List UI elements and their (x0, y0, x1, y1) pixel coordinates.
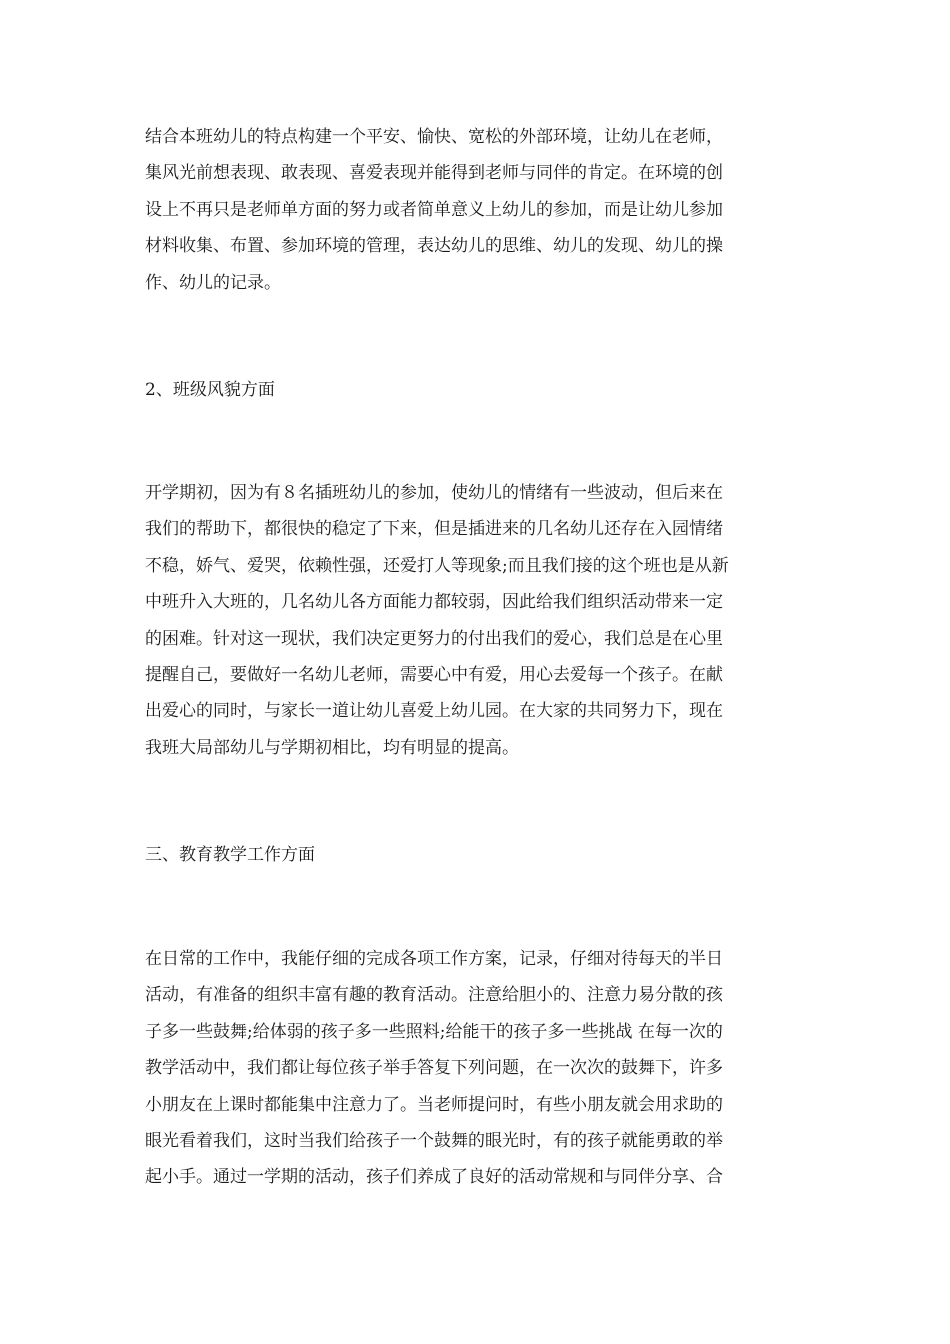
paragraph-teaching (145, 941, 805, 1196)
text-line: 我们的帮助下，都很快的稳定了下来，但是插进来的几名幼儿还存在入园情绪 (145, 519, 723, 540)
text-line: 眼光看着我们，这时当我们给孩子一个鼓舞的眼光时，有的孩子就能勇敢的举 (145, 1131, 723, 1152)
section-heading-teaching: 三、教育教学工作方面 (145, 845, 315, 865)
text-line: 中班升入大班的，几名幼儿各方面能力都较弱，因此给我们组织活动带来一定 (145, 592, 723, 613)
text-line: 的困难。针对这一现状，我们决定更努力的付出我们的爱心，我们总是在心里 (145, 628, 723, 649)
text-line: 设上不再只是老师单方面的努力或者简单意义上幼儿的参加，而是让幼儿参加 (145, 199, 723, 220)
text-line: 集风光前想表现、敢表现、喜爱表现并能得到老师与同伴的肯定。在环境的创 (145, 163, 723, 184)
text-line: 子多一些鼓舞;给体弱的孩子多一些照料;给能干的孩子多一些挑战 在每一次的 (145, 1021, 723, 1042)
text-line: 提醒自己，要做好一名幼儿老师，需要心中有爱，用心去爱每一个孩子。在献 (145, 665, 723, 686)
text-line: 材料收集、布置、参加环境的管理，表达幼儿的思维、幼儿的发现、幼儿的操 (145, 236, 723, 257)
text-line: 结合本班幼儿的特点构建一个平安、愉快、宽松的外部环境，让幼儿在老师， (145, 127, 723, 147)
text-line: 我班大局部幼儿与学期初相比，均有明显的提高。 (145, 737, 519, 758)
paragraph-environment (145, 119, 805, 301)
text-line: 活动，有准备的组织丰富有趣的教育活动。注意给胆小的、注意力易分散的孩 (145, 985, 723, 1006)
text-line: 起小手。通过一学期的活动，孩子们养成了良好的活动常规和与同伴分享、合 (145, 1167, 723, 1188)
text-line: 在日常的工作中，我能仔细的完成各项工作方案，记录，仔细对待每天的半日 (145, 949, 723, 969)
text-line: 出爱心的同时，与家长一道让幼儿喜爱上幼儿园。在大家的共同努力下，现在 (145, 701, 723, 722)
section-heading-class-style: 2、班级风貌方面 (145, 380, 275, 400)
text-line: 教学活动中，我们都让每位孩子举手答复下列问题，在一次次的鼓舞下，许多 (145, 1058, 723, 1079)
text-line: 开学期初，因为有８名插班幼儿的参加，使幼儿的情绪有一些波动，但后来在 (145, 483, 723, 503)
text-line: 小朋友在上课时都能集中注意力了。当老师提问时，有些小朋友就会用求助的 (145, 1094, 723, 1115)
text-line: 作、幼儿的记录。 (145, 272, 281, 293)
paragraph-class-style (145, 475, 805, 766)
text-line: 不稳，娇气、爱哭，依赖性强，还爱打人等现象;而且我们接的这个班也是从新 (145, 555, 729, 576)
